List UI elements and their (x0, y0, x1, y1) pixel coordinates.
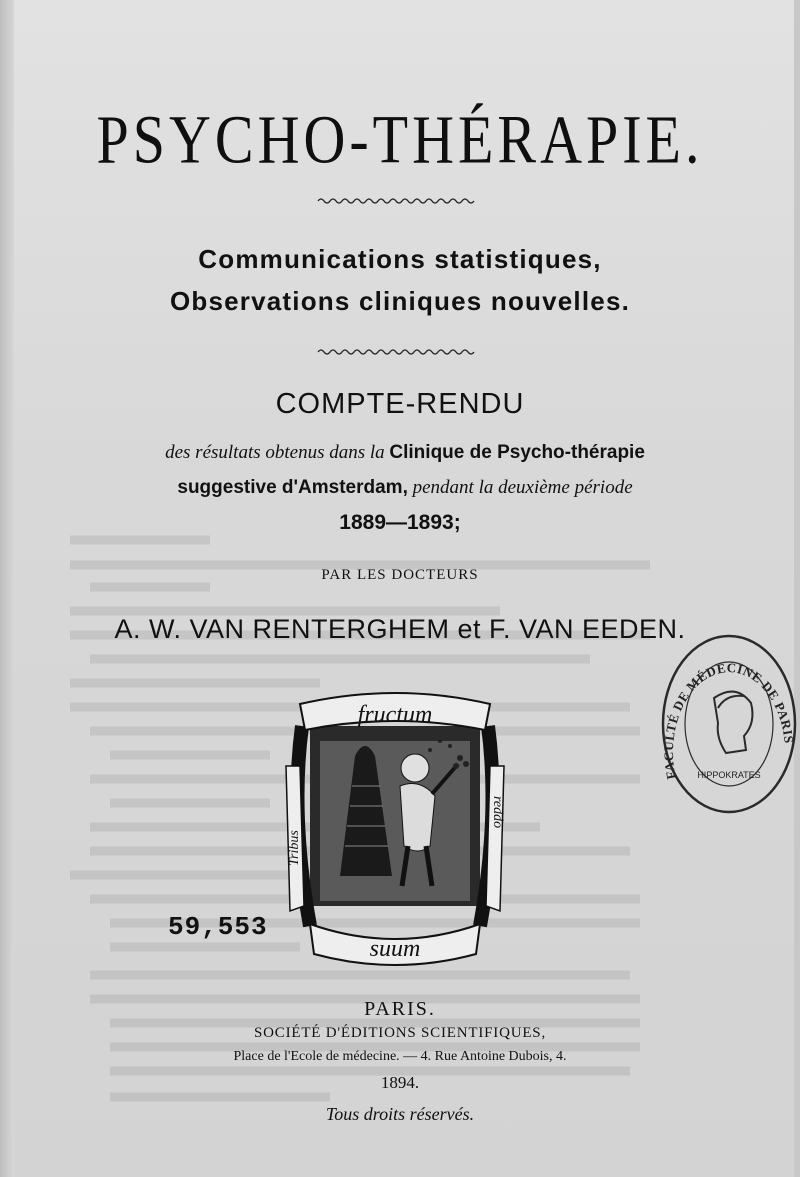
library-stamp (656, 628, 800, 820)
report-description-line-1 (110, 437, 700, 469)
stamp-text: FACULTÉ DE MÉDECINE DE PARIS (660, 659, 797, 781)
imprint-year: 1894. (380, 1073, 420, 1092)
subtitle-rule (0, 347, 800, 357)
svg-text:FACULTÉ DE MÉDECINE DE PARIS (661, 660, 797, 781)
stamp-label: HIPPOKRATES (697, 770, 761, 780)
emblem-motto-right: reddo (490, 796, 505, 829)
publisher-emblem (280, 686, 510, 976)
imprint-publisher: SOCIÉTÉ D'ÉDITIONS SCIENTIFIQUES, (253, 1025, 546, 1041)
emblem-motto-top: fructum (357, 702, 433, 728)
report-heading: COMPTE-RENDU (275, 388, 525, 420)
subtitle-line-1: Communications statistiques, (198, 244, 602, 274)
description-intro: des résultats obtenus dans la (165, 442, 385, 463)
subtitle-line-2: Observations cliniques nouvelles. (169, 286, 631, 316)
report-description-line-2 (110, 472, 700, 504)
imprint-city: PARIS. (364, 998, 436, 1020)
library-shelfmark: 59,553 (168, 912, 268, 942)
authors: A. W. VAN RENTERGHEM et F. VAN EEDEN. (114, 614, 686, 644)
rights-notice: Tous droits réservés. (325, 1104, 475, 1124)
imprint-address: Place de l'Ecole de médecine. — 4. Rue Antoine Dubois, 4. (233, 1049, 567, 1064)
title-rule (0, 196, 800, 206)
emblem-motto-bottom: suum (369, 936, 421, 962)
byline-intro: PAR LES DOCTEURS (321, 567, 479, 583)
clinic-name: Clinique de Psycho-thérapie (389, 442, 645, 463)
book-title: PSYCHO-THÉRAPIE. (96, 101, 704, 178)
description-period: pendant la deuxième période (412, 477, 633, 498)
emblem-motto-left: Tribus (287, 830, 302, 866)
report-years: 1889—1893; (339, 511, 461, 534)
clinic-location: suggestive d'Amsterdam, (177, 477, 408, 498)
